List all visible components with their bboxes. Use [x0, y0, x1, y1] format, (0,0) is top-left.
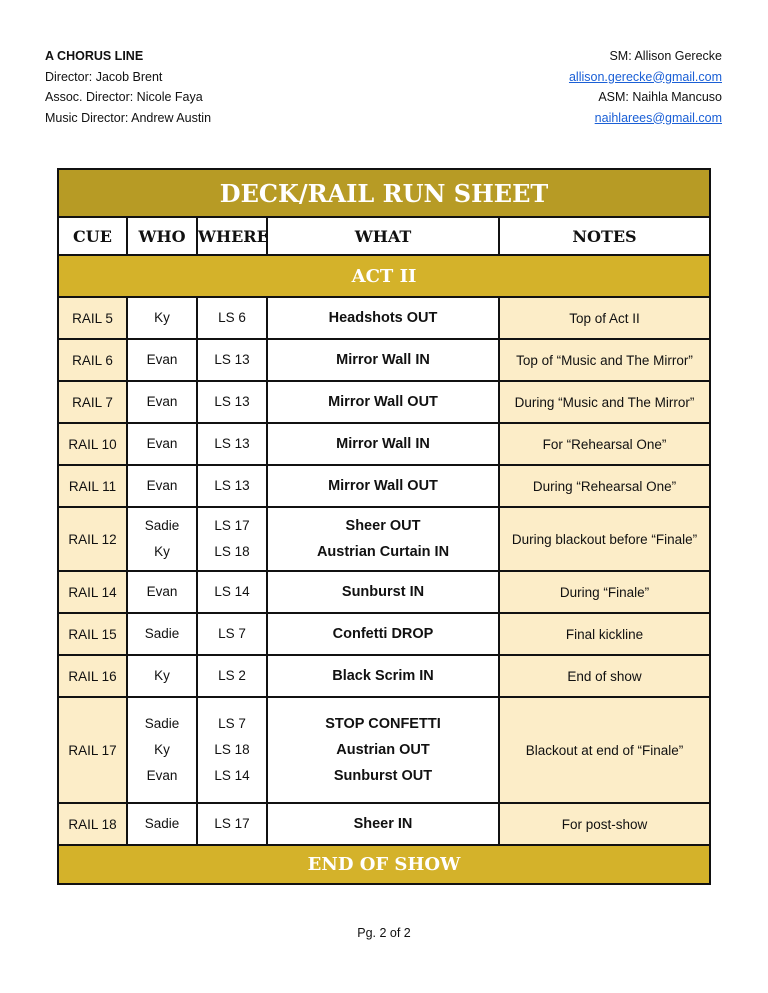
where-cell-line: LS 17 — [214, 518, 250, 533]
who-cell-line: Sadie — [144, 716, 180, 731]
column-header-where: WHERE — [197, 217, 267, 255]
what-cell-line: Mirror Wall OUT — [328, 478, 438, 494]
cue-cell: RAIL 15 — [58, 613, 127, 655]
notes-cell: During “Finale” — [499, 571, 710, 613]
where-cell-line: LS 6 — [218, 310, 246, 325]
table-row — [58, 465, 710, 507]
who-cell — [127, 697, 197, 803]
notes-cell: End of show — [499, 655, 710, 697]
table-row — [58, 655, 710, 697]
table-row — [58, 803, 710, 845]
table-row — [58, 423, 710, 465]
act-label: ACT II — [58, 255, 710, 297]
cue-cell: RAIL 14 — [58, 571, 127, 613]
who-cell-line: Sadie — [144, 518, 180, 533]
who-cell — [127, 803, 197, 845]
where-cell — [197, 655, 267, 697]
notes-cell: Top of “Music and The Mirror” — [499, 339, 710, 381]
who-cell — [127, 655, 197, 697]
what-cell-line: Austrian Curtain IN — [316, 544, 450, 560]
stage-manager: SM: Allison Gerecke — [609, 49, 722, 63]
table-row — [58, 571, 710, 613]
who-cell-line: Sadie — [144, 816, 180, 831]
where-cell-line: LS 14 — [214, 584, 250, 599]
where-cell-line: LS 2 — [218, 668, 246, 683]
where-cell-line: LS 14 — [214, 768, 250, 783]
cue-rows — [58, 297, 710, 845]
what-cell-line: STOP CONFETTI — [325, 716, 441, 732]
who-cell — [127, 613, 197, 655]
what-cell-line: Black Scrim IN — [332, 668, 434, 684]
table-row — [58, 697, 710, 803]
header-left — [45, 46, 211, 128]
cue-cell: RAIL 16 — [58, 655, 127, 697]
who-cell — [127, 297, 197, 339]
where-cell-line: LS 7 — [218, 716, 246, 731]
column-header-cue: CUE — [58, 217, 127, 255]
notes-cell: For post-show — [499, 803, 710, 845]
who-cell-line: Sadie — [144, 626, 180, 641]
header-right — [569, 46, 722, 128]
where-cell-line: LS 7 — [218, 626, 246, 641]
who-cell — [127, 465, 197, 507]
what-cell — [267, 465, 499, 507]
assoc-director: Assoc. Director: Nicole Faya — [45, 90, 203, 104]
who-cell-line: Evan — [146, 394, 178, 409]
who-cell-line: Ky — [154, 668, 170, 683]
assistant-stage-manager: ASM: Naihla Mancuso — [598, 90, 722, 104]
page-number: Pg. 2 of 2 — [357, 926, 411, 940]
what-cell — [267, 655, 499, 697]
cue-cell: RAIL 18 — [58, 803, 127, 845]
notes-cell: Top of Act II — [499, 297, 710, 339]
notes-cell: For “Rehearsal One” — [499, 423, 710, 465]
what-cell — [267, 423, 499, 465]
who-cell — [127, 339, 197, 381]
where-cell-line: LS 18 — [214, 544, 250, 559]
who-cell-line: Evan — [146, 584, 178, 599]
where-cell — [197, 297, 267, 339]
what-cell-line: Confetti DROP — [332, 626, 434, 642]
where-cell-line: LS 13 — [214, 436, 250, 451]
what-cell-line: Mirror Wall IN — [336, 352, 430, 368]
where-cell-line: LS 17 — [214, 816, 250, 831]
where-cell — [197, 697, 267, 803]
where-cell-line: LS 13 — [214, 352, 250, 367]
what-cell-line: Mirror Wall OUT — [328, 394, 438, 410]
who-cell-line: Ky — [154, 742, 170, 757]
what-cell-line: Sheer IN — [353, 816, 413, 832]
cue-cell: RAIL 17 — [58, 697, 127, 803]
what-cell-line: Sunburst IN — [341, 584, 425, 600]
notes-cell: During “Rehearsal One” — [499, 465, 710, 507]
cue-cell: RAIL 7 — [58, 381, 127, 423]
notes-cell: Blackout at end of “Finale” — [499, 697, 710, 803]
who-cell-line: Evan — [146, 436, 178, 451]
what-cell-line: Headshots OUT — [328, 310, 438, 326]
what-cell-line: Austrian OUT — [336, 742, 430, 758]
what-cell-line: Sheer OUT — [345, 518, 421, 534]
what-cell-line: Sunburst OUT — [333, 768, 433, 784]
what-cell — [267, 571, 499, 613]
column-header-who: WHO — [127, 217, 197, 255]
who-cell-line: Evan — [146, 352, 178, 367]
what-cell — [267, 697, 499, 803]
notes-cell: Final kickline — [499, 613, 710, 655]
table-row — [58, 339, 710, 381]
who-cell-line: Ky — [154, 544, 170, 559]
what-cell — [267, 803, 499, 845]
run-sheet-table — [57, 168, 711, 885]
sheet-title: DECK/RAIL RUN SHEET — [58, 169, 710, 217]
where-cell — [197, 339, 267, 381]
where-cell-line: LS 13 — [214, 394, 250, 409]
director: Director: Jacob Brent — [45, 69, 163, 84]
notes-cell: During blackout before “Finale” — [499, 507, 710, 571]
what-cell — [267, 339, 499, 381]
what-cell-line: Mirror Wall IN — [336, 436, 430, 452]
show-title: A CHORUS LINE — [45, 49, 144, 63]
music-director: Music Director: Andrew Austin — [45, 110, 212, 125]
where-cell — [197, 381, 267, 423]
who-cell — [127, 381, 197, 423]
notes-cell: During “Music and The Mirror” — [499, 381, 710, 423]
who-cell — [127, 571, 197, 613]
end-of-show-label: END OF SHOW — [58, 845, 710, 884]
where-cell — [197, 571, 267, 613]
asm-email-link[interactable]: naihlarees@gmail.com — [594, 110, 722, 125]
where-cell — [197, 803, 267, 845]
column-header-notes: NOTES — [499, 217, 710, 255]
table-row — [58, 507, 710, 571]
cue-cell: RAIL 12 — [58, 507, 127, 571]
what-cell — [267, 297, 499, 339]
what-cell — [267, 507, 499, 571]
what-cell — [267, 381, 499, 423]
sm-email-link[interactable]: allison.gerecke@gmail.com — [568, 69, 722, 84]
table-row — [58, 297, 710, 339]
cue-cell: RAIL 6 — [58, 339, 127, 381]
cue-cell: RAIL 5 — [58, 297, 127, 339]
cue-cell: RAIL 10 — [58, 423, 127, 465]
who-cell — [127, 507, 197, 571]
table-row — [58, 381, 710, 423]
who-cell — [127, 423, 197, 465]
table-row — [58, 613, 710, 655]
column-header-what: WHAT — [267, 217, 499, 255]
where-cell — [197, 507, 267, 571]
where-cell — [197, 465, 267, 507]
cue-cell: RAIL 11 — [58, 465, 127, 507]
where-cell — [197, 423, 267, 465]
what-cell — [267, 613, 499, 655]
who-cell-line: Evan — [146, 768, 178, 783]
where-cell — [197, 613, 267, 655]
where-cell-line: LS 13 — [214, 478, 250, 493]
who-cell-line: Ky — [154, 310, 170, 325]
where-cell-line: LS 18 — [214, 742, 250, 757]
who-cell-line: Evan — [146, 478, 178, 493]
